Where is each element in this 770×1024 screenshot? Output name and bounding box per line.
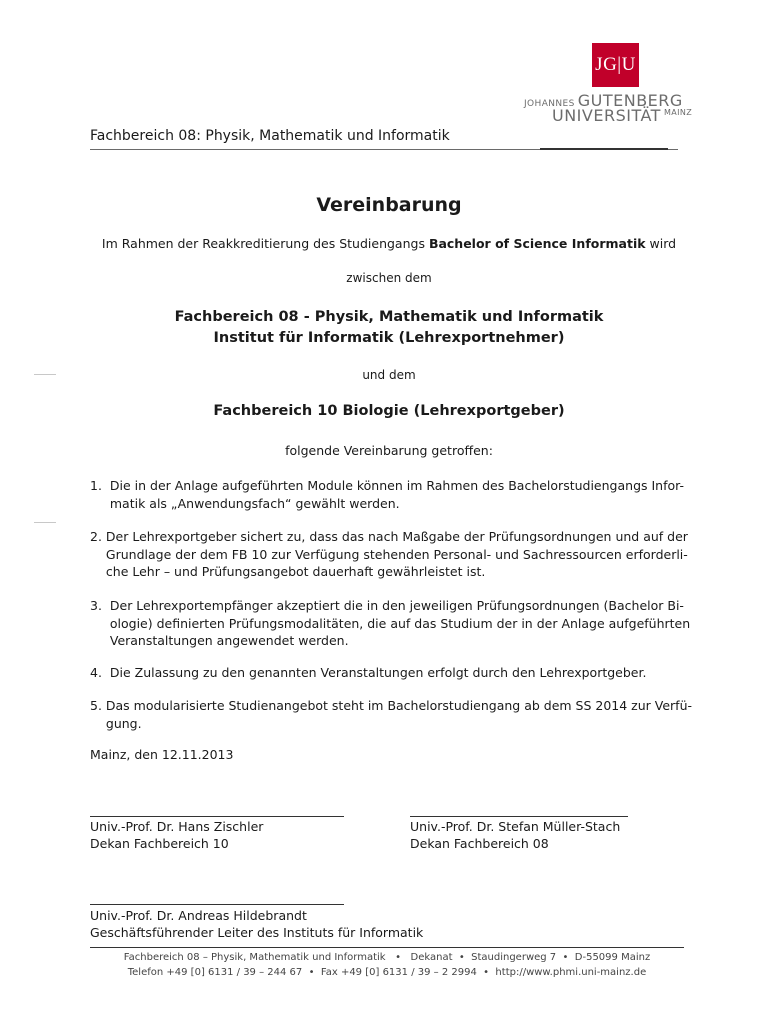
document-title: Vereinbarung — [316, 194, 462, 216]
signatory-role: Geschäftsführender Leiter des Instituts für Informatik — [90, 925, 424, 940]
agreement-item-4 — [90, 664, 688, 682]
item-line: Grundlage der dem FB 10 zur Verfügung stehenden Personal- und Sachressourcen erforderli- — [90, 546, 688, 562]
agreement-item-1 — [90, 477, 688, 512]
item-line: che Lehr – und Prüfungsangebot dauerhaft gewährleistet ist. — [90, 564, 486, 579]
header-rule-accent — [540, 148, 668, 150]
department-header: Fachbereich 08: Physik, Mathematik und Informatik — [90, 128, 450, 144]
agreement-lead-in: folgende Vereinbarung getroffen: — [285, 443, 493, 458]
signatory-role: Dekan Fachbereich 10 — [90, 836, 229, 851]
footer-address: Fachbereich 08 – Physik, Mathematik und Informatik • Dekanat • Staudingerweg 7 • D-55099 Mainz — [123, 952, 651, 963]
signatory-mueller-stach — [410, 818, 620, 852]
item-line: matik als „Anwendungsfach“ gewählt werden. — [90, 495, 400, 511]
signatory-name: Univ.-Prof. Dr. Andreas Hildebrandt — [90, 908, 307, 923]
date-line: Mainz, den 12.11.2013 — [90, 747, 234, 762]
intro-program-name: Bachelor of Science Informatik — [428, 236, 646, 251]
wordmark-mainz: MAINZ — [663, 108, 693, 117]
agreement-item-2 — [90, 528, 688, 581]
party2-department: Fachbereich 10 Biologie (Lehrexportgeber) — [213, 403, 565, 419]
footer-contact: Telefon +49 [0] 6131 / 39 – 244 67 • Fax +49 [0] 6131 / 39 – 2 2994 • http://www.phmi.uni-mainz.de — [127, 967, 647, 978]
jgu-logo-mark: JG|U — [592, 43, 639, 87]
item-line: 3. Der Lehrexportempfänger akzeptiert die in den jeweiligen Prüfungsordnungen (Bachelor Bi- — [90, 598, 684, 613]
and-text: und dem — [362, 368, 416, 382]
item-line: Veranstaltungen angewendet werden. — [90, 633, 349, 648]
agreement-item-3 — [90, 597, 691, 650]
university-wordmark-line2 — [524, 106, 693, 125]
signatory-name: Univ.-Prof. Dr. Stefan Müller-Stach — [410, 819, 621, 834]
fold-mark — [34, 374, 56, 375]
wordmark-johannes: JOHANNES — [524, 99, 575, 109]
item-line: 1. Die in der Anlage aufgeführten Module können im Rahmen des Bachelorstudiengangs Infor- — [90, 478, 684, 493]
signature-line-hildebrandt — [90, 904, 344, 905]
signature-line-zischler — [90, 816, 344, 817]
wordmark-universitaet: UNIVERSITÄT — [552, 106, 661, 125]
signatory-role: Dekan Fachbereich 08 — [410, 836, 549, 851]
item-line: ologie) definierten Prüfungsmodalitäten, die auf das Studium der in der Anlage aufgeführten — [90, 615, 691, 631]
intro-text-post: wird — [645, 236, 677, 251]
signatory-zischler — [90, 818, 263, 852]
signatory-name: Univ.-Prof. Dr. Hans Zischler — [90, 819, 264, 834]
between-text: zwischen dem — [346, 271, 432, 285]
item-line: 5. Das modularisierte Studienangebot steht im Bachelorstudiengang ab dem SS 2014 zur Verfü- — [90, 698, 693, 713]
intro-sentence — [90, 236, 688, 251]
item-line: gung. — [90, 715, 142, 731]
signatory-hildebrandt — [90, 907, 423, 941]
wordmark-gutenberg: GUTENBERG — [577, 91, 683, 110]
intro-text-pre: Im Rahmen der Reakkreditierung des Studiengangs — [101, 236, 429, 251]
item-line: 4. Die Zulassung zu den genannten Veranstaltungen erfolgt durch den Lehrexportgeber. — [90, 665, 647, 680]
party1-department: Fachbereich 08 - Physik, Mathematik und Informatik — [174, 309, 604, 325]
item-line: 2. Der Lehrexportgeber sichert zu, dass das nach Maßgabe der Prüfungsordnungen und auf der — [90, 529, 688, 544]
party1-institute: Institut für Informatik (Lehrexportnehmer) — [213, 330, 565, 346]
footer-rule — [90, 947, 684, 948]
signature-line-mueller-stach — [410, 816, 628, 817]
agreement-item-5 — [90, 697, 693, 732]
punch-mark — [34, 522, 56, 523]
